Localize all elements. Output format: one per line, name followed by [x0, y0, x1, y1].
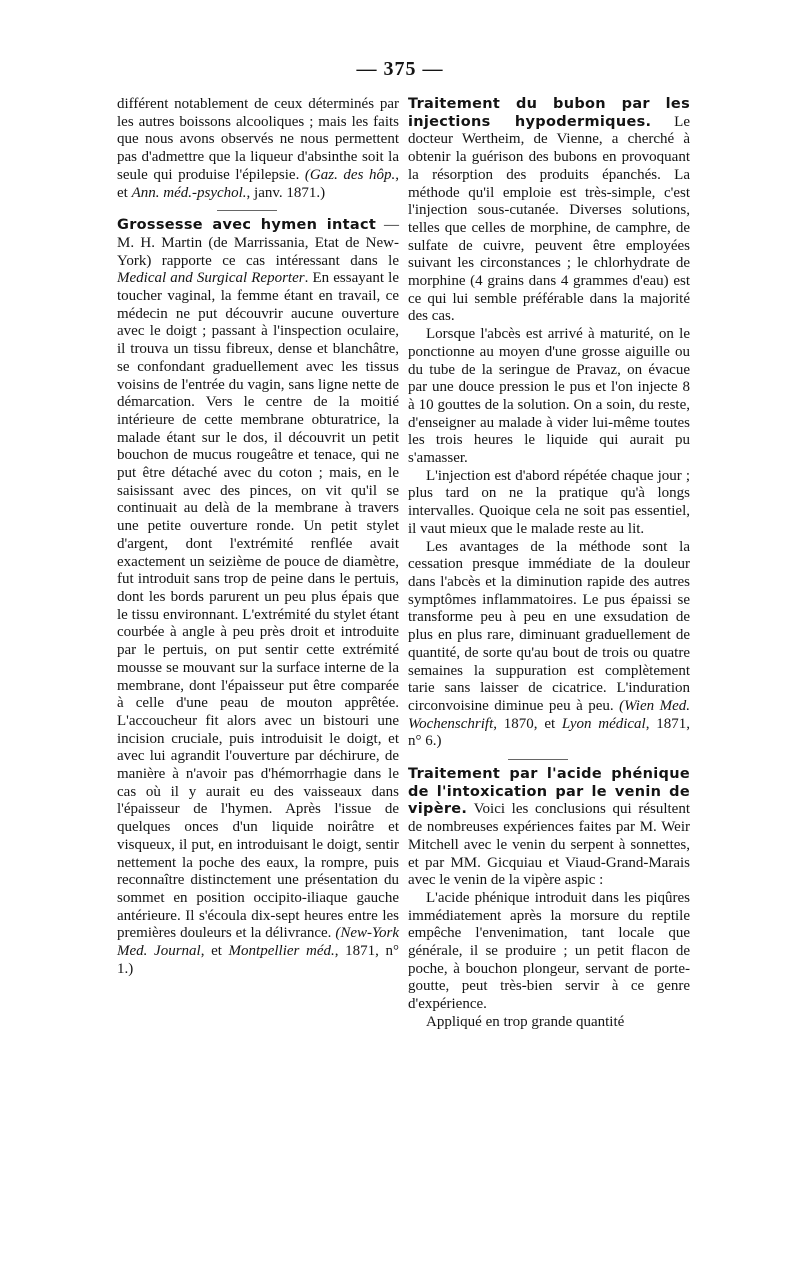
article-source-end: , 1871, n° 1.): [117, 943, 400, 977]
article-paragraph: Appliqué en trop grande quantité: [426, 1013, 625, 1030]
article-source-2: Lyon médical: [561, 715, 646, 732]
article-intro: — M. H. Martin (de Marrissania, Etat de New-York) rapporte ce cas intéressant dans le: [117, 217, 399, 269]
article-body: . En essayant le toucher vaginal, la femme étant en travail, ce médecin ne put découvrir aucune ouverture avec le doigt ; passant à l'inspection oculaire, il trouva un tissu fibreux, dense et blanchâtre, se confondant graduellement avec les tissus voisins de l'entrée du vagin, sans ligne nette de démarcation. Vers le centre de la moitié intérieure de cette membrane obturatrice, la malade étant sur le dos, il découvrit un petit bouchon de mucus rougeâtre et tenace, qui ne put être détaché avec du coton ; mais, en le saisissant avec des pinces, on vit qu'il se continuait au delà de la membrane à travers une petite ouverture ronde. Un petit stylet d'argent, dont l'extrémité renflée avait exactement un seizième de pouce de diamètre, fut introduit sans trop de peine dans le pertuis, dont les bords parurent un peu plus épais que le tissu environnant. L'extrémité du stylet étant courbée à angle à peu près droit et introduite par le pertuis, on put sentir cette extrémité mousse se mouvant sur la surface interne de la membrane, dont l'épaisseur put être comparée à celle d'une peau de mouton apprêtée. L'accoucheur fit alors avec un bistouri une incision cruciale, puis introduisit le doigt, et avec lui agrandit l'ouverture par déchirure, de manière à n'avoir pas d'hémorrhagie dans le cas où il y aurait eu des vaisseaux dans l'épaisseur de l'hymen. Après l'issue de quelques onces d'un liquide noirâtre et visqueux, il put, en introduisant le doigt, sentir nettement la poche des eaux, la rompre, puis reconnaître distinctement une présentation du sommet en position occipito-iliaque gauche antérieure. Il s'écoula dix-sept heures entre les premières douleurs et la délivrance.: [117, 270, 399, 942]
article-journal: Medical and Surgical Reporter: [117, 270, 305, 287]
article-bubon: [408, 96, 690, 326]
article-source-mid: , et: [200, 943, 229, 960]
article-paragraph: [408, 539, 690, 751]
continuation-source-2: Ann. méd.-psychol.: [131, 184, 247, 201]
article-paragraph: L'acide phénique introduit dans les piqûres immédiatement après la morsure du reptile empêche l'envenimation, tant locale que générale, il se produire ; un petit flacon de poche, à bouchon plongeur, servant de porte-goutte, peut très-bien servir à ce genre d'expérience.: [408, 889, 690, 1013]
article-venin: [408, 766, 690, 890]
continuation-source-mid: , et: [117, 166, 399, 201]
article-source-1: (Wien Med. Wochenschrift: [408, 697, 690, 732]
paragraph-text: Les avantages de la méthode sont la cessation presque immédiate de la douleur dans l'abcès et la diminution rapide des autres symptômes inflammatoires. Le pus épaissi se transforme peu à peu en une exsudation de plus en plus rare, diminuant graduellement de quantité, de sorte qu'au bout de trois ou quatre semaines la suppuration est complètement tarie sans laisser de cicatrice. L'induration circonvoisine diminue peu à peu.: [408, 538, 690, 714]
left-column: [117, 96, 399, 978]
article-title: Traitement du bubon par les injections hypodermiques.: [408, 96, 690, 130]
article-source-mid: , 1870, et: [493, 715, 562, 732]
right-column: [408, 96, 690, 1032]
article-source-end: , 1871, n° 6.): [408, 715, 691, 750]
continuation-source-end: , janv. 1871.): [246, 184, 326, 201]
paragraph-continuation: [117, 96, 399, 202]
article-paragraph: Voici les conclusions qui résultent de nombreuses expériences faites par M. Weir Mitchell avec le venin du serpent à sonnettes, et par MM. Gicquiau et Viaud-Grand-Marais avec le venin de la vipère aspic :: [408, 801, 690, 889]
page-number: — 375 —: [356, 58, 444, 80]
continuation-source-1: (Gaz. des hôp.: [304, 166, 396, 183]
article-title: Grossesse avec hymen intact: [117, 217, 377, 234]
article-paragraph: Le docteur Wertheim, de Vienne, a cherché à obtenir la guérison des bubons en provoquant la résorption des produits épanchés. La méthode qu'il emploie est très-simple, c'est l'injection sous-cutanée. Diverses solutions, telles que celles de morphine, de camphre, de sulfate de cuivre, peuvent être employées suivant les circonstances ; le chlorhydrate de morphine (4 grains dans 4 grammes d'eau) est ce qui lui semble préférable dans la majorité des cas.: [408, 113, 690, 325]
article-paragraph: L'injection est d'abord répétée chaque jour ; plus tard on ne la pratique qu'à longs intervalles. Quoique cela ne soit pas essentiel, il vaut mieux que le malade reste au lit.: [408, 467, 690, 537]
article-grossesse: [117, 217, 399, 978]
article-source-1: (New-York Med. Journal: [117, 925, 400, 960]
section-divider: [217, 210, 277, 211]
article-paragraph: Lorsque l'abcès est arrivé à maturité, on le ponctionne au moyen d'une grosse aiguille ou du tube de la seringue de Pravaz, on évacue par une douce pression le pus et l'on injecte 8 à 10 gouttes de la solution. On a soin, du reste, d'enseigner au malade à vider lui-même toutes les trois heures le liquide qui aurait pu s'amasser.: [408, 326, 690, 467]
article-source-2: Montpellier méd.: [228, 943, 335, 960]
continuation-text: différent notablement de ceux déterminés par les autres boissons alcooliques ; mais les faits que nous avons observés ne nous permettent pas d'admettre que la liqueur d'absinthe soit la seule qui produise l'épilepsie.: [117, 96, 399, 183]
section-divider: [508, 759, 568, 760]
article-title: Traitement par l'acide phénique de l'intoxication par le venin de vipère.: [408, 766, 690, 818]
